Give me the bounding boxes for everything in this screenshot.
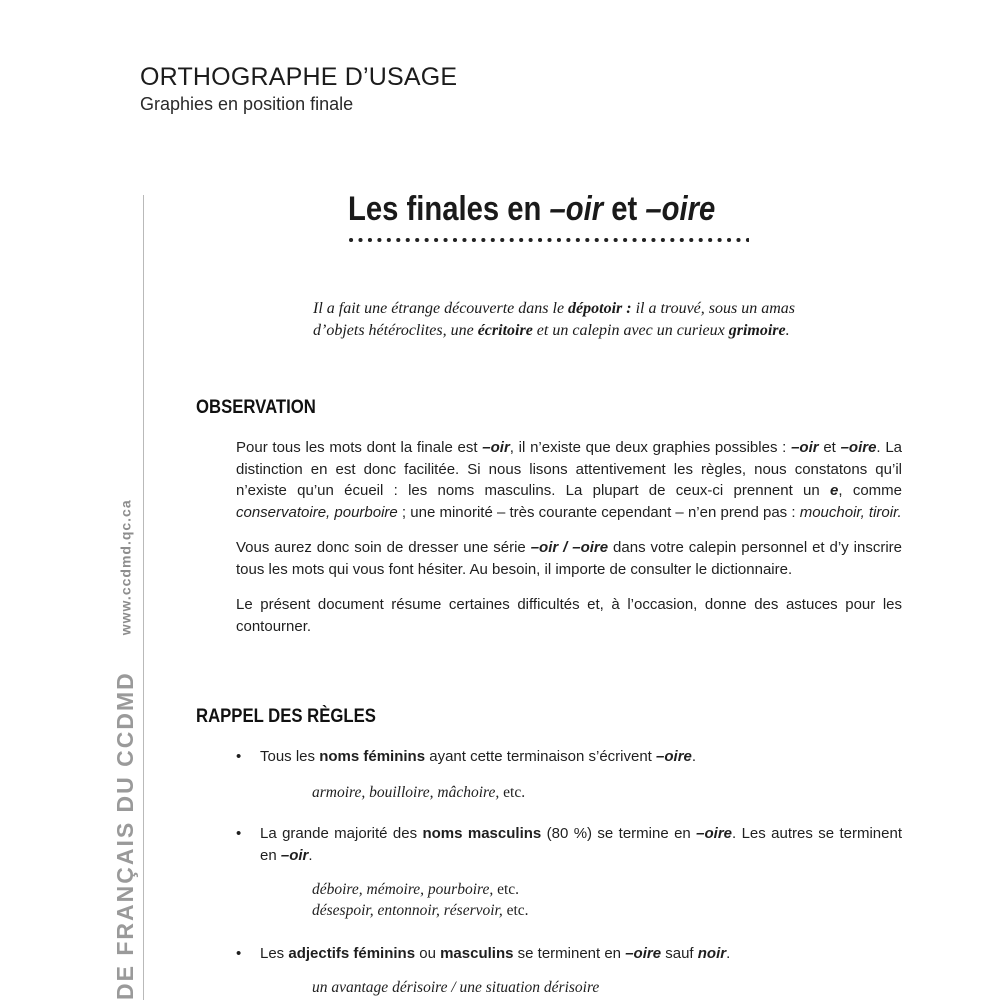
sidebar-url: www.ccdmd.qc.ca bbox=[117, 499, 134, 636]
rule-example: désespoir, entonnoir, réservoir, etc. bbox=[312, 902, 529, 919]
rule-text: La grande majorité des noms masculins (80 %) se termine en –oire. Les autres se terminent en –oir. bbox=[260, 825, 902, 864]
title-dotted-underline bbox=[349, 233, 749, 247]
bullet-icon: • bbox=[236, 945, 242, 962]
rule-item bbox=[236, 746, 902, 768]
document-header bbox=[140, 62, 457, 116]
observation-paragraph-2: Vous aurez donc soin de dresser une série –oir / –oire dans votre calepin personnel et d’y inscrire tous les mots qui vous font hésiter. Au besoin, il importe de consulter le dictionnaire. bbox=[236, 539, 902, 578]
title-suffix-oir: –oir bbox=[549, 190, 604, 228]
section-heading-rules: RAPPEL DES RÈGLES bbox=[196, 706, 376, 727]
header-title: ORTHOGRAPHE D’USAGE bbox=[140, 63, 458, 91]
rule-example: déboire, mémoire, pourboire, etc. bbox=[312, 881, 520, 898]
margin-rule bbox=[143, 195, 144, 1000]
observation-paragraph-1: Pour tous les mots dont la finale est –oir, il n’existe que deux graphies possibles : –oir et –oire. La distinction en est donc facilitée. Si nous lisons attentivement les règles, nous constatons qu’il n’existe qu’un écueil : les noms masculins. La plupart de ceux-ci prennent un e, comme conservatoire, pourboire ; une minorité – très courante cependant – n’en prend pas : mouchoir, tiroir. bbox=[236, 439, 903, 521]
rule-text: Tous les noms féminins ayant cette terminaison s’écrivent –oire. bbox=[260, 748, 697, 765]
sidebar-brand: DE FRANÇAIS DU CCDMD bbox=[112, 671, 138, 1000]
bullet-icon: • bbox=[236, 748, 242, 765]
observation-body bbox=[236, 437, 902, 651]
title-prefix: Les finales en bbox=[348, 190, 550, 228]
intro-quote: Il a fait une étrange découverte dans le dépotoir : il a trouvé, sous un amas d’objets hétéroclites, une écritoire et un calepin avec un curieux grimoire. bbox=[313, 300, 795, 339]
title-suffix-oire: –oire bbox=[645, 190, 716, 228]
rule-item bbox=[236, 823, 902, 866]
header-subtitle: Graphies en position finale bbox=[140, 94, 354, 114]
sidebar-watermark bbox=[112, 499, 139, 1000]
page-title bbox=[348, 190, 715, 229]
rule-example: armoire, bouilloire, mâchoire, etc. bbox=[312, 784, 526, 801]
bullet-icon: • bbox=[236, 825, 242, 842]
rule-example: un avantage dérisoire / une situation dérisoire bbox=[312, 979, 600, 996]
rule-item bbox=[236, 943, 902, 965]
section-heading-observation: OBSERVATION bbox=[196, 397, 316, 418]
observation-paragraph-3: Le présent document résume certaines difficultés et, à l’occasion, donne des astuces pour les contourner. bbox=[236, 596, 902, 635]
rule-text: Les adjectifs féminins ou masculins se terminent en –oire sauf noir. bbox=[260, 945, 731, 962]
title-connector: et bbox=[603, 190, 646, 228]
